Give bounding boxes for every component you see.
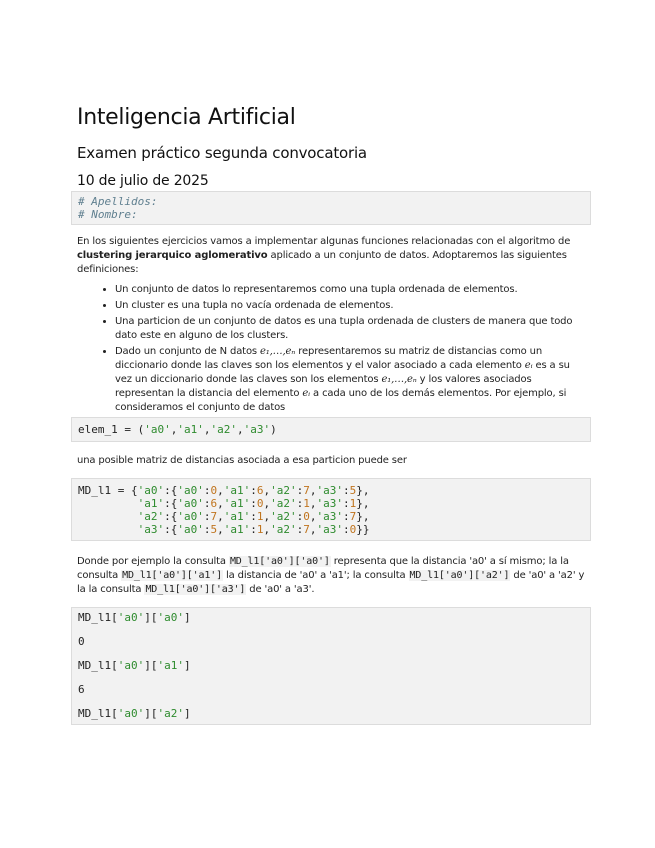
- code-string: 'a3': [137, 523, 165, 536]
- code-text: :{: [164, 497, 178, 510]
- code-text: MD_l: [78, 484, 105, 497]
- code-string: 'a1': [137, 497, 165, 510]
- code-cell-elem[interactable]: [71, 417, 591, 442]
- code-text: ,: [217, 510, 224, 523]
- math-expression: eᵢ: [302, 388, 311, 399]
- code-text: ,: [263, 523, 271, 536]
- inline-code: MD_l1['a0']['a1']: [122, 570, 222, 581]
- code-text: ]: [184, 611, 191, 624]
- code-comment: # Nombre:: [78, 208, 138, 221]
- code-text: 1: [104, 611, 112, 624]
- code-text: 1: [111, 423, 118, 436]
- code-line: [78, 423, 277, 436]
- code-text: :: [250, 484, 257, 497]
- code-string: 'a1': [223, 510, 251, 523]
- code-text: :{: [164, 523, 178, 536]
- code-number: 7: [303, 484, 310, 497]
- inline-code: MD_l1['a0']['a3']: [145, 584, 246, 595]
- code-string: 'a0': [117, 659, 145, 672]
- code-line: [78, 523, 369, 536]
- code-text: 1: [104, 484, 112, 497]
- code-text: ][: [144, 611, 158, 624]
- definition-text: Dado un conjunto de N datos: [115, 346, 260, 357]
- code-text: ]: [184, 659, 191, 672]
- code-line: [78, 484, 370, 497]
- query-line: [78, 708, 584, 720]
- code-number: 5: [210, 523, 218, 536]
- code-text: }}: [356, 523, 370, 536]
- code-text: ,: [309, 523, 317, 536]
- code-text: ,: [309, 510, 317, 523]
- code-text: ,: [263, 510, 271, 523]
- code-string: 'a3': [316, 510, 343, 523]
- code-text: ,: [237, 423, 244, 436]
- code-number: 1: [303, 497, 310, 510]
- code-text: :: [203, 510, 211, 523]
- exam-date: 10 de julio de 2025: [77, 173, 209, 189]
- code-text: = (: [117, 423, 145, 436]
- code-text: MD_l: [78, 707, 105, 720]
- code-text: [78, 523, 138, 536]
- code-comment: # Apellidos:: [78, 195, 158, 208]
- code-string: 'a2': [270, 497, 297, 510]
- code-number: 0: [303, 510, 310, 523]
- code-text: :: [342, 497, 350, 510]
- code-string: 'a0': [137, 484, 165, 497]
- code-string: 'a3': [316, 484, 343, 497]
- code-string: 'a3': [316, 523, 343, 536]
- code-text: 1: [104, 707, 112, 720]
- code-text: ,: [309, 497, 317, 510]
- code-number: 0: [210, 484, 218, 497]
- page-title: Inteligencia Artificial: [77, 105, 296, 130]
- code-line: [78, 611, 191, 624]
- code-string: 'a2': [270, 484, 297, 497]
- code-text: :: [296, 484, 304, 497]
- code-text: :: [250, 523, 257, 536]
- code-number: 6: [256, 484, 264, 497]
- code-text: :: [250, 510, 257, 523]
- code-text: :: [296, 523, 304, 536]
- code-text: :: [250, 497, 257, 510]
- query-line: [78, 612, 584, 624]
- code-text: :{: [164, 484, 178, 497]
- explanation-text: de 'a0' a 'a3'.: [246, 584, 315, 595]
- code-line: [78, 659, 191, 672]
- math-expression: e₁,…,eₙ: [381, 374, 417, 385]
- code-string: 'a3': [243, 423, 271, 436]
- code-text: ,: [217, 484, 224, 497]
- math-expression: eᵢ: [524, 360, 533, 371]
- code-number: 7: [210, 510, 218, 523]
- intro-text: aplicado a un conjunto de datos. Adoptaremos las siguientes definiciones:: [77, 250, 567, 275]
- code-string: 'a1': [223, 484, 251, 497]
- code-number: 0: [349, 523, 357, 536]
- code-text: ,: [217, 497, 224, 510]
- code-string: 'a2': [270, 523, 297, 536]
- code-text: :: [296, 497, 304, 510]
- code-number: 7: [349, 510, 357, 523]
- code-text: ,: [217, 523, 224, 536]
- code-string: 'a1': [223, 523, 251, 536]
- code-text: [78, 497, 138, 510]
- definition-text: es a su vez un diccionario donde las claves son los elementos: [115, 360, 570, 385]
- code-text: [: [111, 611, 118, 624]
- code-text: :: [203, 484, 211, 497]
- code-text: ,: [263, 484, 271, 497]
- code-number: 6: [210, 497, 218, 510]
- code-line: [78, 707, 191, 720]
- code-string: 'a1': [157, 659, 184, 672]
- intro-text: En los siguientes ejercicios vamos a implementar algunas funciones relacionadas con el algoritmo de: [77, 236, 571, 247]
- explanation-text: de 'a0' a 'a2' y la la consulta: [77, 570, 585, 595]
- code-string: 'a3': [316, 497, 343, 510]
- code-text: },: [356, 484, 370, 497]
- code-text: ][: [144, 659, 158, 672]
- code-text: ,: [263, 497, 271, 510]
- code-text: elem_: [78, 423, 112, 436]
- code-cell-matrix[interactable]: [71, 478, 591, 541]
- code-text: ][: [144, 707, 158, 720]
- explanation-text: Donde por ejemplo la consulta: [77, 556, 229, 567]
- explanation-text: la distancia de 'a0' a 'a1'; la consulta: [222, 570, 409, 581]
- matrix-intro: una posible matriz de distancias asociada a esa particion puede ser: [77, 455, 407, 466]
- definition-text: y los valores asociados representan la distancia del elemento: [115, 374, 532, 399]
- inline-code: MD_l1['a0']['a2']: [409, 570, 510, 581]
- code-text: },: [356, 510, 370, 523]
- code-string: 'a2': [157, 707, 184, 720]
- code-cell-name-fields[interactable]: [71, 191, 591, 225]
- code-text: :: [343, 484, 350, 497]
- query-result: 0: [78, 635, 85, 648]
- code-string: 'a0': [157, 611, 184, 624]
- code-text: :: [342, 523, 350, 536]
- code-text: :: [342, 510, 350, 523]
- code-string: 'a1': [223, 497, 251, 510]
- code-string: 'a2': [137, 510, 165, 523]
- explanation-paragraph: [77, 555, 585, 597]
- code-number: 0: [256, 497, 264, 510]
- code-text: 1: [104, 659, 112, 672]
- code-text: [: [111, 659, 118, 672]
- inline-code: MD_l1['a0']['a0']: [229, 556, 330, 567]
- code-number: 1: [256, 510, 264, 523]
- code-text: ,: [170, 423, 178, 436]
- code-text: [78, 510, 138, 523]
- list-item: • Una particion de un conjunto de datos es una tupla ordenada de clusters de manera que todo dato este en alguno de los clusters.: [115, 315, 585, 343]
- list-item: • Un conjunto de datos lo representaremos como una tupla ordenada de elementos.: [115, 283, 585, 297]
- code-cell-queries[interactable]: [71, 607, 591, 725]
- code-text: :: [296, 510, 304, 523]
- notebook-page: [77, 104, 585, 725]
- code-text: MD_l: [78, 659, 105, 672]
- query-line: [78, 660, 584, 672]
- code-text: ,: [309, 484, 317, 497]
- code-text: },: [356, 497, 370, 510]
- code-number: 1: [349, 497, 357, 510]
- intro-paragraph: [77, 235, 585, 277]
- page-subtitle: Examen práctico segunda convocatoria: [77, 144, 367, 162]
- explanation-text: representa que la distancia 'a0' a sí mismo; la la consulta: [77, 556, 569, 581]
- code-string: 'a1': [177, 423, 204, 436]
- code-string: 'a0': [177, 484, 204, 497]
- code-text: :: [203, 497, 211, 510]
- code-number: 7: [303, 523, 310, 536]
- list-item: [115, 345, 585, 415]
- code-text: ): [270, 423, 277, 436]
- intro-bold: clustering jerarquico aglomerativo: [77, 250, 268, 261]
- code-string: 'a0': [117, 707, 145, 720]
- code-line: [78, 510, 369, 523]
- code-text: [: [111, 707, 118, 720]
- code-number: 1: [256, 523, 264, 536]
- code-text: ]: [184, 707, 191, 720]
- code-text: = {: [111, 484, 138, 497]
- definition-text: a cada uno de los demás elementos. Por ejemplo, si consideramos el conjunto de datos: [115, 388, 567, 413]
- query-result: 6: [78, 683, 85, 696]
- code-string: 'a2': [270, 510, 297, 523]
- code-string: 'a0': [177, 523, 204, 536]
- code-text: ,: [203, 423, 211, 436]
- code-string: 'a0': [144, 423, 171, 436]
- code-string: 'a0': [117, 611, 145, 624]
- code-string: 'a2': [210, 423, 237, 436]
- code-line: [78, 497, 369, 510]
- definitions-list: [77, 283, 585, 415]
- definition-text: representaremos su matriz de distancias como un diccionario donde las claves son los elementos y el valor asociado a cada elemento: [115, 346, 543, 371]
- code-text: MD_l: [78, 611, 105, 624]
- list-item: • Un cluster es una tupla no vacía ordenada de elementos.: [115, 299, 585, 313]
- code-text: :{: [164, 510, 178, 523]
- math-expression: e₁,…,eₙ: [260, 346, 296, 357]
- code-string: 'a0': [177, 510, 204, 523]
- code-string: 'a0': [177, 497, 204, 510]
- code-text: :: [203, 523, 211, 536]
- code-number: 5: [349, 484, 357, 497]
